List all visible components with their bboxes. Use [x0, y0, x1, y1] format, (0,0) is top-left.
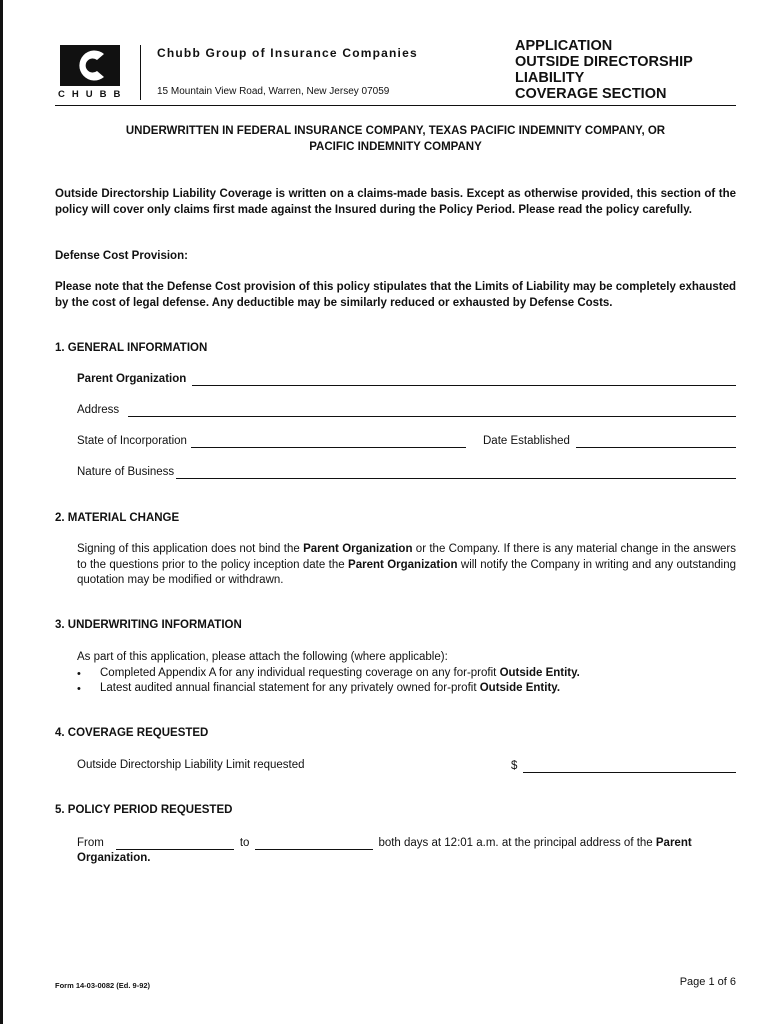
- page-number: Page 1 of 6: [679, 976, 736, 988]
- limit-requested-label: Outside Directorship Liability Limit requested: [77, 759, 305, 771]
- parent-organization-field[interactable]: [192, 374, 736, 386]
- header-rule: [55, 105, 736, 106]
- date-established-row: [483, 434, 736, 448]
- form-title-line: COVERAGE SECTION: [515, 86, 667, 102]
- period-to-field[interactable]: [255, 838, 373, 850]
- list-item-text: Latest audited annual financial statement for any privately owned for-profit: [100, 682, 480, 694]
- form-number: Form 14-03-0082 (Ed. 9-92): [55, 981, 151, 990]
- material-change-text: Signing of this application does not bind the: [77, 543, 304, 555]
- form-title: [515, 38, 693, 102]
- to-label: to: [239, 837, 250, 849]
- state-of-incorporation-label: State of Incorporation: [77, 435, 187, 447]
- from-label: From: [77, 837, 104, 849]
- address-row: [77, 403, 736, 417]
- parent-organization-term: Parent Organization: [303, 543, 413, 555]
- parent-term: Parent: [655, 837, 692, 849]
- underwriting-info: [77, 650, 736, 697]
- nature-of-business-label: Nature of Business: [77, 466, 175, 478]
- outside-entity-term: Outside Entity.: [499, 666, 580, 679]
- nature-of-business-row: [77, 465, 736, 479]
- attachment-list: [77, 666, 736, 697]
- form-title-line: OUTSIDE DIRECTORSHIP: [515, 54, 693, 70]
- limit-requested-row: [511, 759, 736, 773]
- parent-organization-label: Parent Organization: [77, 373, 187, 385]
- state-of-incorporation-field[interactable]: [191, 436, 466, 448]
- defense-heading: Defense Cost Provision:: [55, 250, 188, 262]
- policy-period-row: [77, 836, 736, 850]
- left-edge-bar: [0, 0, 3, 1024]
- organization-term: Organization.: [77, 852, 151, 864]
- nature-of-business-field[interactable]: [176, 467, 736, 479]
- section-4-heading: 4. COVERAGE REQUESTED: [55, 727, 209, 739]
- chubb-logo: [60, 45, 120, 86]
- section-3-heading: 3. UNDERWRITING INFORMATION: [55, 619, 242, 631]
- address-label: Address: [77, 404, 120, 416]
- material-change-paragraph: [77, 542, 736, 589]
- form-title-line: LIABILITY: [515, 70, 585, 86]
- list-item: [77, 681, 736, 697]
- address-field[interactable]: [128, 405, 736, 417]
- form-title-line: APPLICATION: [515, 38, 613, 54]
- date-established-label: Date Established: [483, 435, 570, 447]
- underwritten-line-2: PACIFIC INDEMNITY COMPANY: [309, 141, 482, 153]
- material-change-text: or the Company. If there is any material change in the answers to the questions prior to the policy inception date the: [77, 543, 736, 571]
- currency-symbol: $: [511, 760, 518, 772]
- state-row: [77, 434, 466, 448]
- logo-wordmark: CHUBB: [58, 89, 128, 100]
- date-established-field[interactable]: [576, 436, 736, 448]
- company-address: 15 Mountain View Road, Warren, New Jersey 07059: [157, 86, 390, 97]
- parent-organization-row: [77, 372, 736, 386]
- list-item-text: Completed Appendix A for any individual requesting coverage on any for-profit: [100, 666, 500, 679]
- underwritten-line-1: UNDERWRITTEN IN FEDERAL INSURANCE COMPANY, TEXAS PACIFIC INDEMNITY COMPANY, OR: [125, 125, 666, 137]
- section-1-heading: 1. GENERAL INFORMATION: [55, 342, 208, 354]
- parent-organization-term: Parent Organization: [348, 558, 458, 571]
- list-item: [77, 666, 736, 682]
- policy-period-text: [378, 836, 691, 850]
- defense-paragraph: Please note that the Defense Cost provision of this policy stipulates that the Limits of Liability may be completely exhausted by the cost of legal defense. Any deductible may be similarly reduced or exhausted by Defense Costs.: [55, 281, 736, 309]
- underwriting-lead: As part of this application, please attach the following (where applicable):: [77, 651, 448, 663]
- header-divider: [140, 45, 141, 100]
- limit-requested-field[interactable]: [523, 761, 736, 773]
- company-name: Chubb Group of Insurance Companies: [157, 46, 418, 60]
- material-change-text: will notify the Company in writing and any outstanding quotation may be modified or withdrawn.: [77, 558, 736, 586]
- period-text: both days at 12:01 a.m. at the principal address of the: [378, 837, 656, 849]
- intro-paragraph: Outside Directorship Liability Coverage is written on a claims-made basis. Except as otherwise provided, this section of the policy will cover only claims first made against the Insured during the Policy Period. Please read the policy carefully.: [55, 188, 736, 216]
- underwritten-notice: [55, 123, 736, 155]
- period-from-field[interactable]: [116, 838, 234, 850]
- section-5-heading: 5. POLICY PERIOD REQUESTED: [55, 804, 233, 816]
- outside-entity-term: Outside Entity.: [479, 682, 561, 694]
- section-2-heading: 2. MATERIAL CHANGE: [55, 512, 180, 524]
